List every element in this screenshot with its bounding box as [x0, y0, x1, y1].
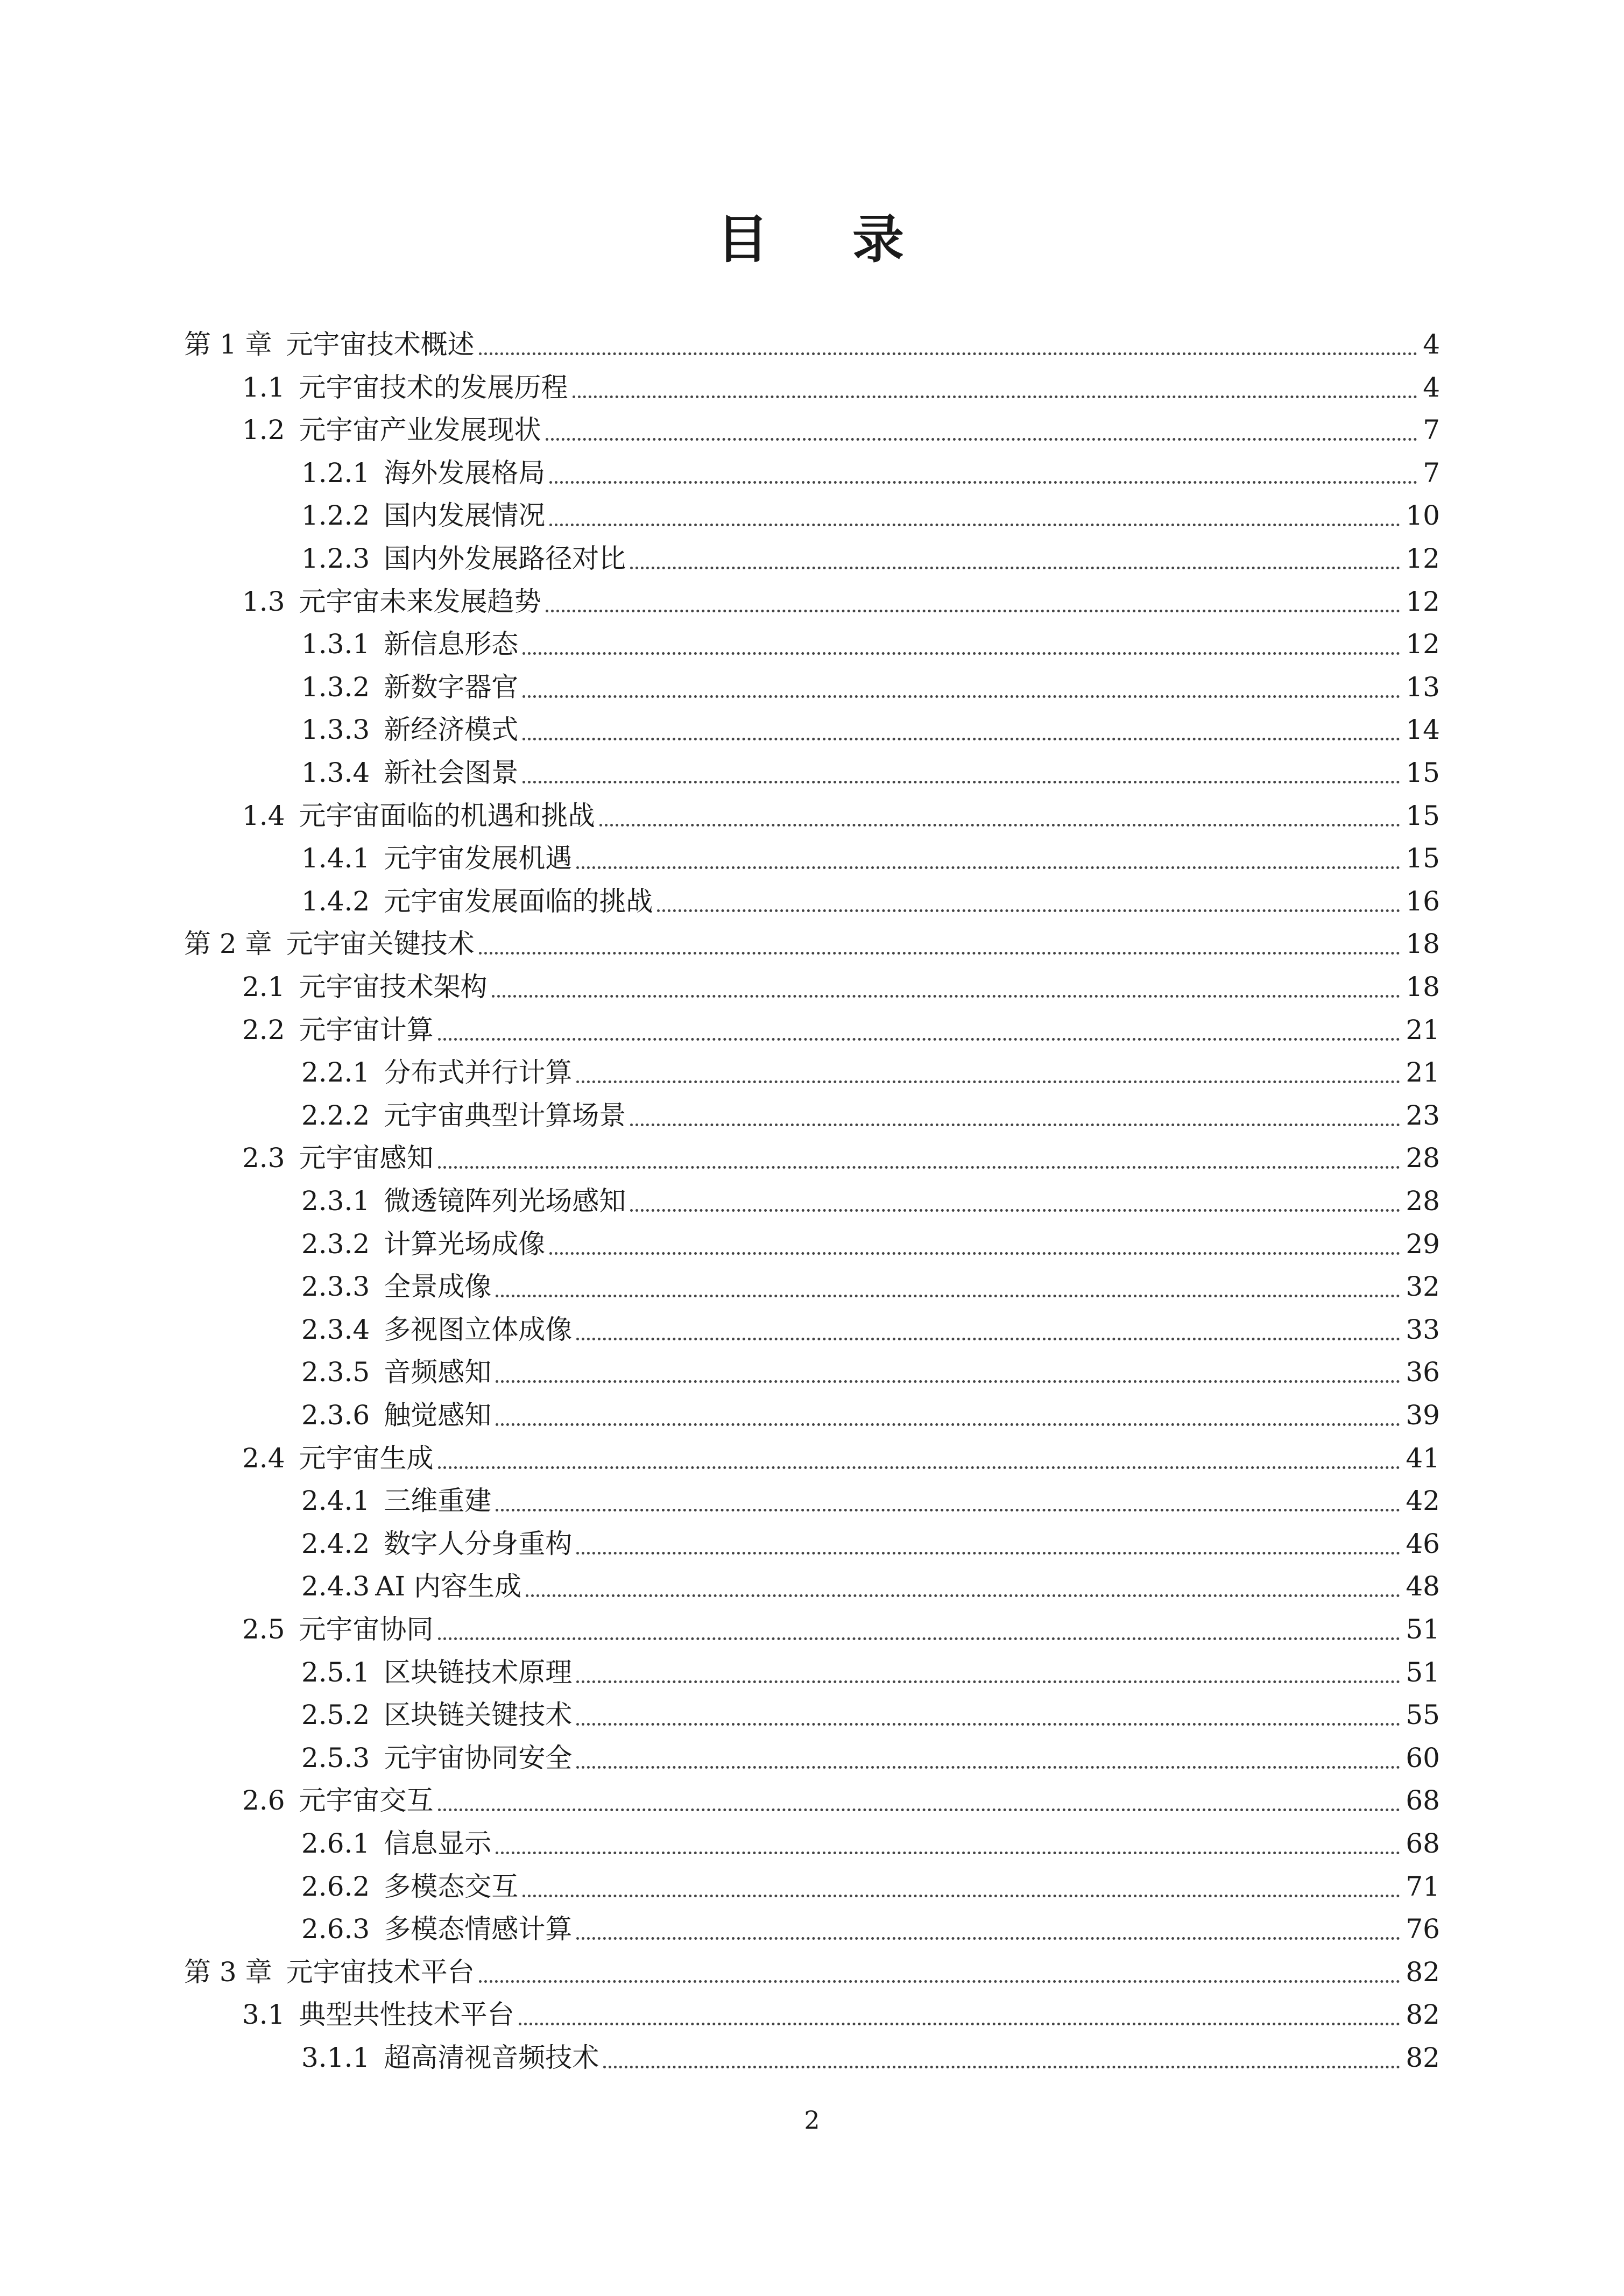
toc-dot-leader	[546, 610, 1401, 612]
toc-subsection[interactable]	[301, 494, 1440, 537]
toc-entry-number: 第 2 章	[184, 928, 272, 959]
toc-entry-title: 国内发展情况	[384, 500, 546, 531]
toc-subsection[interactable]	[301, 1479, 1440, 1522]
toc-entry-page: 68	[1406, 1785, 1440, 1816]
toc-dot-leader	[576, 1552, 1400, 1555]
toc-dot-leader	[438, 1166, 1401, 1169]
toc-dot-leader	[599, 824, 1401, 826]
toc-entry-page: 46	[1406, 1528, 1440, 1559]
toc-entry-title: 三维重建	[384, 1485, 492, 1516]
toc-entry-page: 48	[1406, 1571, 1440, 1602]
toc-entry-title: 微透镜阵列光场感知	[384, 1185, 626, 1217]
toc-subsection[interactable]	[301, 1394, 1440, 1437]
toc-section[interactable]	[242, 580, 1440, 623]
toc-entry-page: 68	[1406, 1828, 1440, 1859]
toc-entry-number: 2.5.1	[301, 1657, 370, 1688]
toc-entry-page: 33	[1406, 1314, 1440, 1345]
toc-subsection[interactable]	[301, 1565, 1440, 1608]
toc-entry-page: 15	[1406, 800, 1440, 831]
toc-entry-page: 51	[1406, 1614, 1440, 1645]
toc-entry-page: 16	[1406, 886, 1440, 917]
toc-entry-number: 1.4	[242, 800, 285, 831]
toc-dot-leader	[522, 652, 1400, 655]
toc-dot-leader	[522, 781, 1400, 783]
toc-entry-number: 2.3.4	[301, 1314, 370, 1345]
toc-entry-number: 2.5.2	[301, 1699, 370, 1730]
toc-dot-leader	[526, 1594, 1400, 1597]
toc-entry-title: 计算光场成像	[384, 1228, 546, 1260]
toc-entry-page: 21	[1406, 1057, 1440, 1088]
toc-entry-title: 国内外发展路径对比	[384, 543, 626, 574]
toc-entry-number: 1.3.3	[301, 714, 370, 745]
toc-section[interactable]	[242, 1008, 1440, 1051]
toc-subsection[interactable]	[301, 708, 1440, 751]
toc-entry-page: 4	[1423, 372, 1440, 403]
toc-entry-number: 1.3.1	[301, 628, 370, 660]
toc-entry-title: 元宇宙面临的机遇和挑战	[299, 800, 595, 831]
toc-section[interactable]	[242, 1136, 1440, 1179]
toc-entry-title: 区块链技术原理	[384, 1657, 573, 1688]
toc-subsection[interactable]	[301, 837, 1440, 880]
toc-dot-leader	[479, 952, 1401, 955]
toc-dot-leader	[576, 1080, 1400, 1083]
toc-entry-page: 76	[1406, 1913, 1440, 1945]
toc-entry-title: 典型共性技术平台	[299, 1999, 514, 2030]
toc-entry-title: 元宇宙技术概述	[286, 329, 475, 360]
toc-dot-leader	[496, 1380, 1400, 1383]
toc-entry-page: 10	[1406, 500, 1440, 531]
toc-dot-leader	[496, 1295, 1400, 1297]
toc-entry-number: 2.6	[242, 1785, 285, 1816]
toc-entry-number: 3.1.1	[301, 2042, 370, 2073]
toc-entry-title: 数字人分身重构	[384, 1528, 573, 1559]
toc-entry-number: 2.6.2	[301, 1871, 370, 1902]
toc-entry-page: 12	[1406, 628, 1440, 660]
toc-dot-leader	[576, 1766, 1400, 1769]
toc-entry-page: 82	[1406, 1999, 1440, 2030]
toc-subsection[interactable]	[301, 451, 1440, 494]
toc-entry-page: 21	[1406, 1014, 1440, 1045]
toc-entry-number: 2.3	[242, 1142, 285, 1174]
toc-entry-number: 第 3 章	[184, 1956, 272, 1988]
toc-dot-leader	[479, 1980, 1401, 1983]
toc-subsection[interactable]	[301, 537, 1440, 580]
toc-entry-title: 元宇宙技术架构	[299, 971, 488, 1002]
toc-dot-leader	[630, 1209, 1400, 1212]
toc-entry-title: 新经济模式	[384, 714, 519, 745]
toc-entry-page: 18	[1406, 971, 1440, 1002]
toc-entry-number: 1.3	[242, 586, 285, 617]
toc-entry-number: 1.4.2	[301, 886, 370, 917]
toc-subsection[interactable]	[301, 666, 1440, 709]
toc-entry-title: 元宇宙协同	[299, 1614, 434, 1645]
toc-dot-leader	[549, 1252, 1400, 1255]
toc-section[interactable]	[242, 1779, 1440, 1822]
toc-entry-number: 2.6.3	[301, 1913, 370, 1945]
toc-entry-page: 28	[1406, 1142, 1440, 1174]
toc-entry-number: 2.4.3	[301, 1571, 370, 1602]
toc-entry-number: 2.3.5	[301, 1357, 370, 1388]
toc-section[interactable]	[242, 1437, 1440, 1480]
toc-entry-page: 36	[1406, 1357, 1440, 1388]
toc-entry-title: 元宇宙产业发展现状	[299, 414, 541, 446]
toc-entry-page: 32	[1406, 1271, 1440, 1302]
toc-subsection[interactable]	[301, 1693, 1440, 1736]
toc-dot-leader	[519, 2023, 1401, 2025]
toc-entry-page: 15	[1406, 843, 1440, 874]
toc-entry-page: 82	[1406, 1956, 1440, 1988]
page-number: 2	[804, 2106, 820, 2135]
toc-entry-page: 4	[1423, 329, 1440, 360]
toc-entry-title: 新社会图景	[384, 757, 519, 788]
toc-subsection[interactable]	[301, 1051, 1440, 1094]
toc-entry-number: 2.2	[242, 1014, 285, 1045]
toc-entry-title: 区块链关键技术	[384, 1699, 573, 1730]
toc-entry-number: 1.4.1	[301, 843, 370, 874]
toc-entry-page: 23	[1406, 1100, 1440, 1131]
toc-dot-leader	[576, 1680, 1400, 1683]
toc-entry-page: 39	[1406, 1400, 1440, 1431]
toc-entry-number: 第 1 章	[184, 329, 272, 360]
toc-subsection[interactable]	[301, 751, 1440, 794]
toc-entry-number: 2.4	[242, 1443, 285, 1474]
toc-entry-title: 多视图立体成像	[384, 1314, 573, 1345]
toc-dot-leader	[522, 738, 1400, 740]
toc-section[interactable]	[242, 408, 1440, 451]
toc-entry-page: 71	[1406, 1871, 1440, 1902]
toc-entry-title: 元宇宙生成	[299, 1443, 434, 1474]
toc-entry-number: 2.5.3	[301, 1742, 370, 1774]
toc-entry-number: 1.1	[242, 372, 285, 403]
title-char-2: 录	[852, 209, 907, 270]
toc-entry-title: 元宇宙发展机遇	[384, 843, 573, 874]
toc-dot-leader	[576, 866, 1400, 869]
toc-entry-number: 2.3.1	[301, 1185, 370, 1217]
toc-subsection[interactable]	[301, 1822, 1440, 1865]
toc-dot-leader	[576, 1937, 1400, 1940]
toc-dot-leader	[479, 352, 1418, 355]
toc-entry-title: 超高清视音频技术	[384, 2042, 599, 2073]
toc-entry-title: 触觉感知	[384, 1400, 492, 1431]
toc-dot-leader	[549, 524, 1400, 526]
toc-dot-leader	[438, 1808, 1401, 1811]
toc-entry-page: 29	[1406, 1228, 1440, 1260]
toc-entry-number: 1.2.1	[301, 457, 370, 489]
toc-dot-leader	[549, 481, 1417, 484]
toc-subsection[interactable]	[301, 1223, 1440, 1266]
toc-subsection[interactable]	[301, 1308, 1440, 1351]
toc-dot-leader	[573, 395, 1418, 398]
toc-subsection[interactable]	[301, 1265, 1440, 1308]
toc-entry-page: 13	[1406, 672, 1440, 703]
toc-entry-title: 元宇宙关键技术	[286, 928, 475, 959]
toc-entry-title: 多模态交互	[384, 1871, 519, 1902]
toc-subsection[interactable]	[301, 1908, 1440, 1951]
page-title	[0, 204, 1624, 274]
toc-dot-leader	[496, 1423, 1400, 1426]
toc-dot-leader	[522, 695, 1400, 698]
toc-entry-number: 2.3.6	[301, 1400, 370, 1431]
toc-entry-number: 2.4.2	[301, 1528, 370, 1559]
toc-entry-page: 12	[1406, 586, 1440, 617]
toc-dot-leader	[496, 1509, 1400, 1511]
toc-entry-page: 15	[1406, 757, 1440, 788]
toc-dot-leader	[522, 1895, 1400, 1897]
toc-chapter[interactable]	[184, 323, 1440, 366]
toc-entry-number: 1.2	[242, 414, 285, 446]
toc-entry-title: 元宇宙未来发展趋势	[299, 586, 541, 617]
toc-chapter[interactable]	[184, 1951, 1440, 1994]
toc-subsection[interactable]	[301, 623, 1440, 666]
toc-entry-number: 2.5	[242, 1614, 285, 1645]
toc-section[interactable]	[242, 1993, 1440, 2036]
toc-entry-title: 元宇宙发展面临的挑战	[384, 886, 653, 917]
toc-entry-number: 1.2.3	[301, 543, 370, 574]
toc-entry-number: 2.4.1	[301, 1485, 370, 1516]
toc-entry-number: 1.2.2	[301, 500, 370, 531]
toc-subsection[interactable]	[301, 1651, 1440, 1694]
toc-subsection[interactable]	[301, 880, 1440, 923]
toc-entry-title: 分布式并行计算	[384, 1057, 573, 1088]
toc-dot-leader	[546, 438, 1418, 441]
title-char-1: 目	[717, 209, 772, 270]
toc-entry-number: 2.2.2	[301, 1100, 370, 1131]
toc-entry-title: 海外发展格局	[384, 457, 546, 489]
toc-entry-number: 2.2.1	[301, 1057, 370, 1088]
toc-section[interactable]	[242, 965, 1440, 1008]
toc-subsection[interactable]	[301, 2036, 1440, 2079]
toc-entry-page: 42	[1406, 1485, 1440, 1516]
toc-entry-number: 2.1	[242, 971, 285, 1002]
toc-entry-title: 新信息形态	[384, 628, 519, 660]
toc-subsection[interactable]	[301, 1094, 1440, 1137]
toc-entry-page: 41	[1406, 1443, 1440, 1474]
toc-dot-leader	[438, 1637, 1401, 1640]
toc-entry-page: 14	[1406, 714, 1440, 745]
toc-entry-title: 音频感知	[384, 1357, 492, 1388]
toc-entry-number: 2.3.2	[301, 1228, 370, 1260]
toc-dot-leader	[438, 1466, 1401, 1469]
toc-entry-page: 28	[1406, 1185, 1440, 1217]
toc-entry-number: 1.3.2	[301, 672, 370, 703]
toc-entry-page: 7	[1423, 457, 1440, 489]
toc-section[interactable]	[242, 366, 1440, 409]
toc-entry-title: 全景成像	[384, 1271, 492, 1302]
toc-entry-title: 信息显示	[384, 1828, 492, 1859]
toc-entry-title: AI 内容生成	[375, 1571, 521, 1602]
toc-entry-page: 60	[1406, 1742, 1440, 1774]
toc-entry-number: 2.6.1	[301, 1828, 370, 1859]
toc-entry-title: 元宇宙感知	[299, 1142, 434, 1174]
toc-entry-title: 元宇宙技术平台	[286, 1956, 475, 1988]
toc-subsection[interactable]	[301, 1736, 1440, 1779]
toc-entry-page: 18	[1406, 928, 1440, 959]
toc-dot-leader	[438, 1038, 1401, 1041]
toc-dot-leader	[496, 1852, 1400, 1854]
toc-dot-leader	[630, 1124, 1400, 1126]
toc-entry-number: 3.1	[242, 1999, 285, 2030]
toc-dot-leader	[657, 909, 1400, 912]
toc-entry-page: 55	[1406, 1699, 1440, 1730]
toc-subsection[interactable]	[301, 1865, 1440, 1908]
toc-dot-leader	[576, 1338, 1400, 1340]
toc-dot-leader	[492, 995, 1401, 998]
toc-dot-leader	[630, 567, 1400, 569]
toc-entry-number: 1.3.4	[301, 757, 370, 788]
toc-entry-title: 多模态情感计算	[384, 1913, 573, 1945]
toc-subsection[interactable]	[301, 1179, 1440, 1223]
toc-subsection[interactable]	[301, 1522, 1440, 1565]
toc-entry-page: 12	[1406, 543, 1440, 574]
toc-subsection[interactable]	[301, 1351, 1440, 1394]
toc-entry-title: 元宇宙交互	[299, 1785, 434, 1816]
toc-entry-title: 元宇宙协同安全	[384, 1742, 573, 1774]
toc-section[interactable]	[242, 1608, 1440, 1651]
toc-section[interactable]	[242, 794, 1440, 837]
toc-entry-title: 新数字器官	[384, 672, 519, 703]
toc-entry-title: 元宇宙计算	[299, 1014, 434, 1045]
toc-entry-number: 2.3.3	[301, 1271, 370, 1302]
toc-entry-page: 82	[1406, 2042, 1440, 2073]
toc-entry-title: 元宇宙典型计算场景	[384, 1100, 626, 1131]
toc-entry-title: 元宇宙技术的发展历程	[299, 372, 568, 403]
toc-entry-page: 7	[1423, 414, 1440, 446]
toc-chapter[interactable]	[184, 922, 1440, 965]
toc-dot-leader	[603, 2066, 1400, 2068]
toc-entry-page: 51	[1406, 1657, 1440, 1688]
toc-dot-leader	[576, 1723, 1400, 1726]
